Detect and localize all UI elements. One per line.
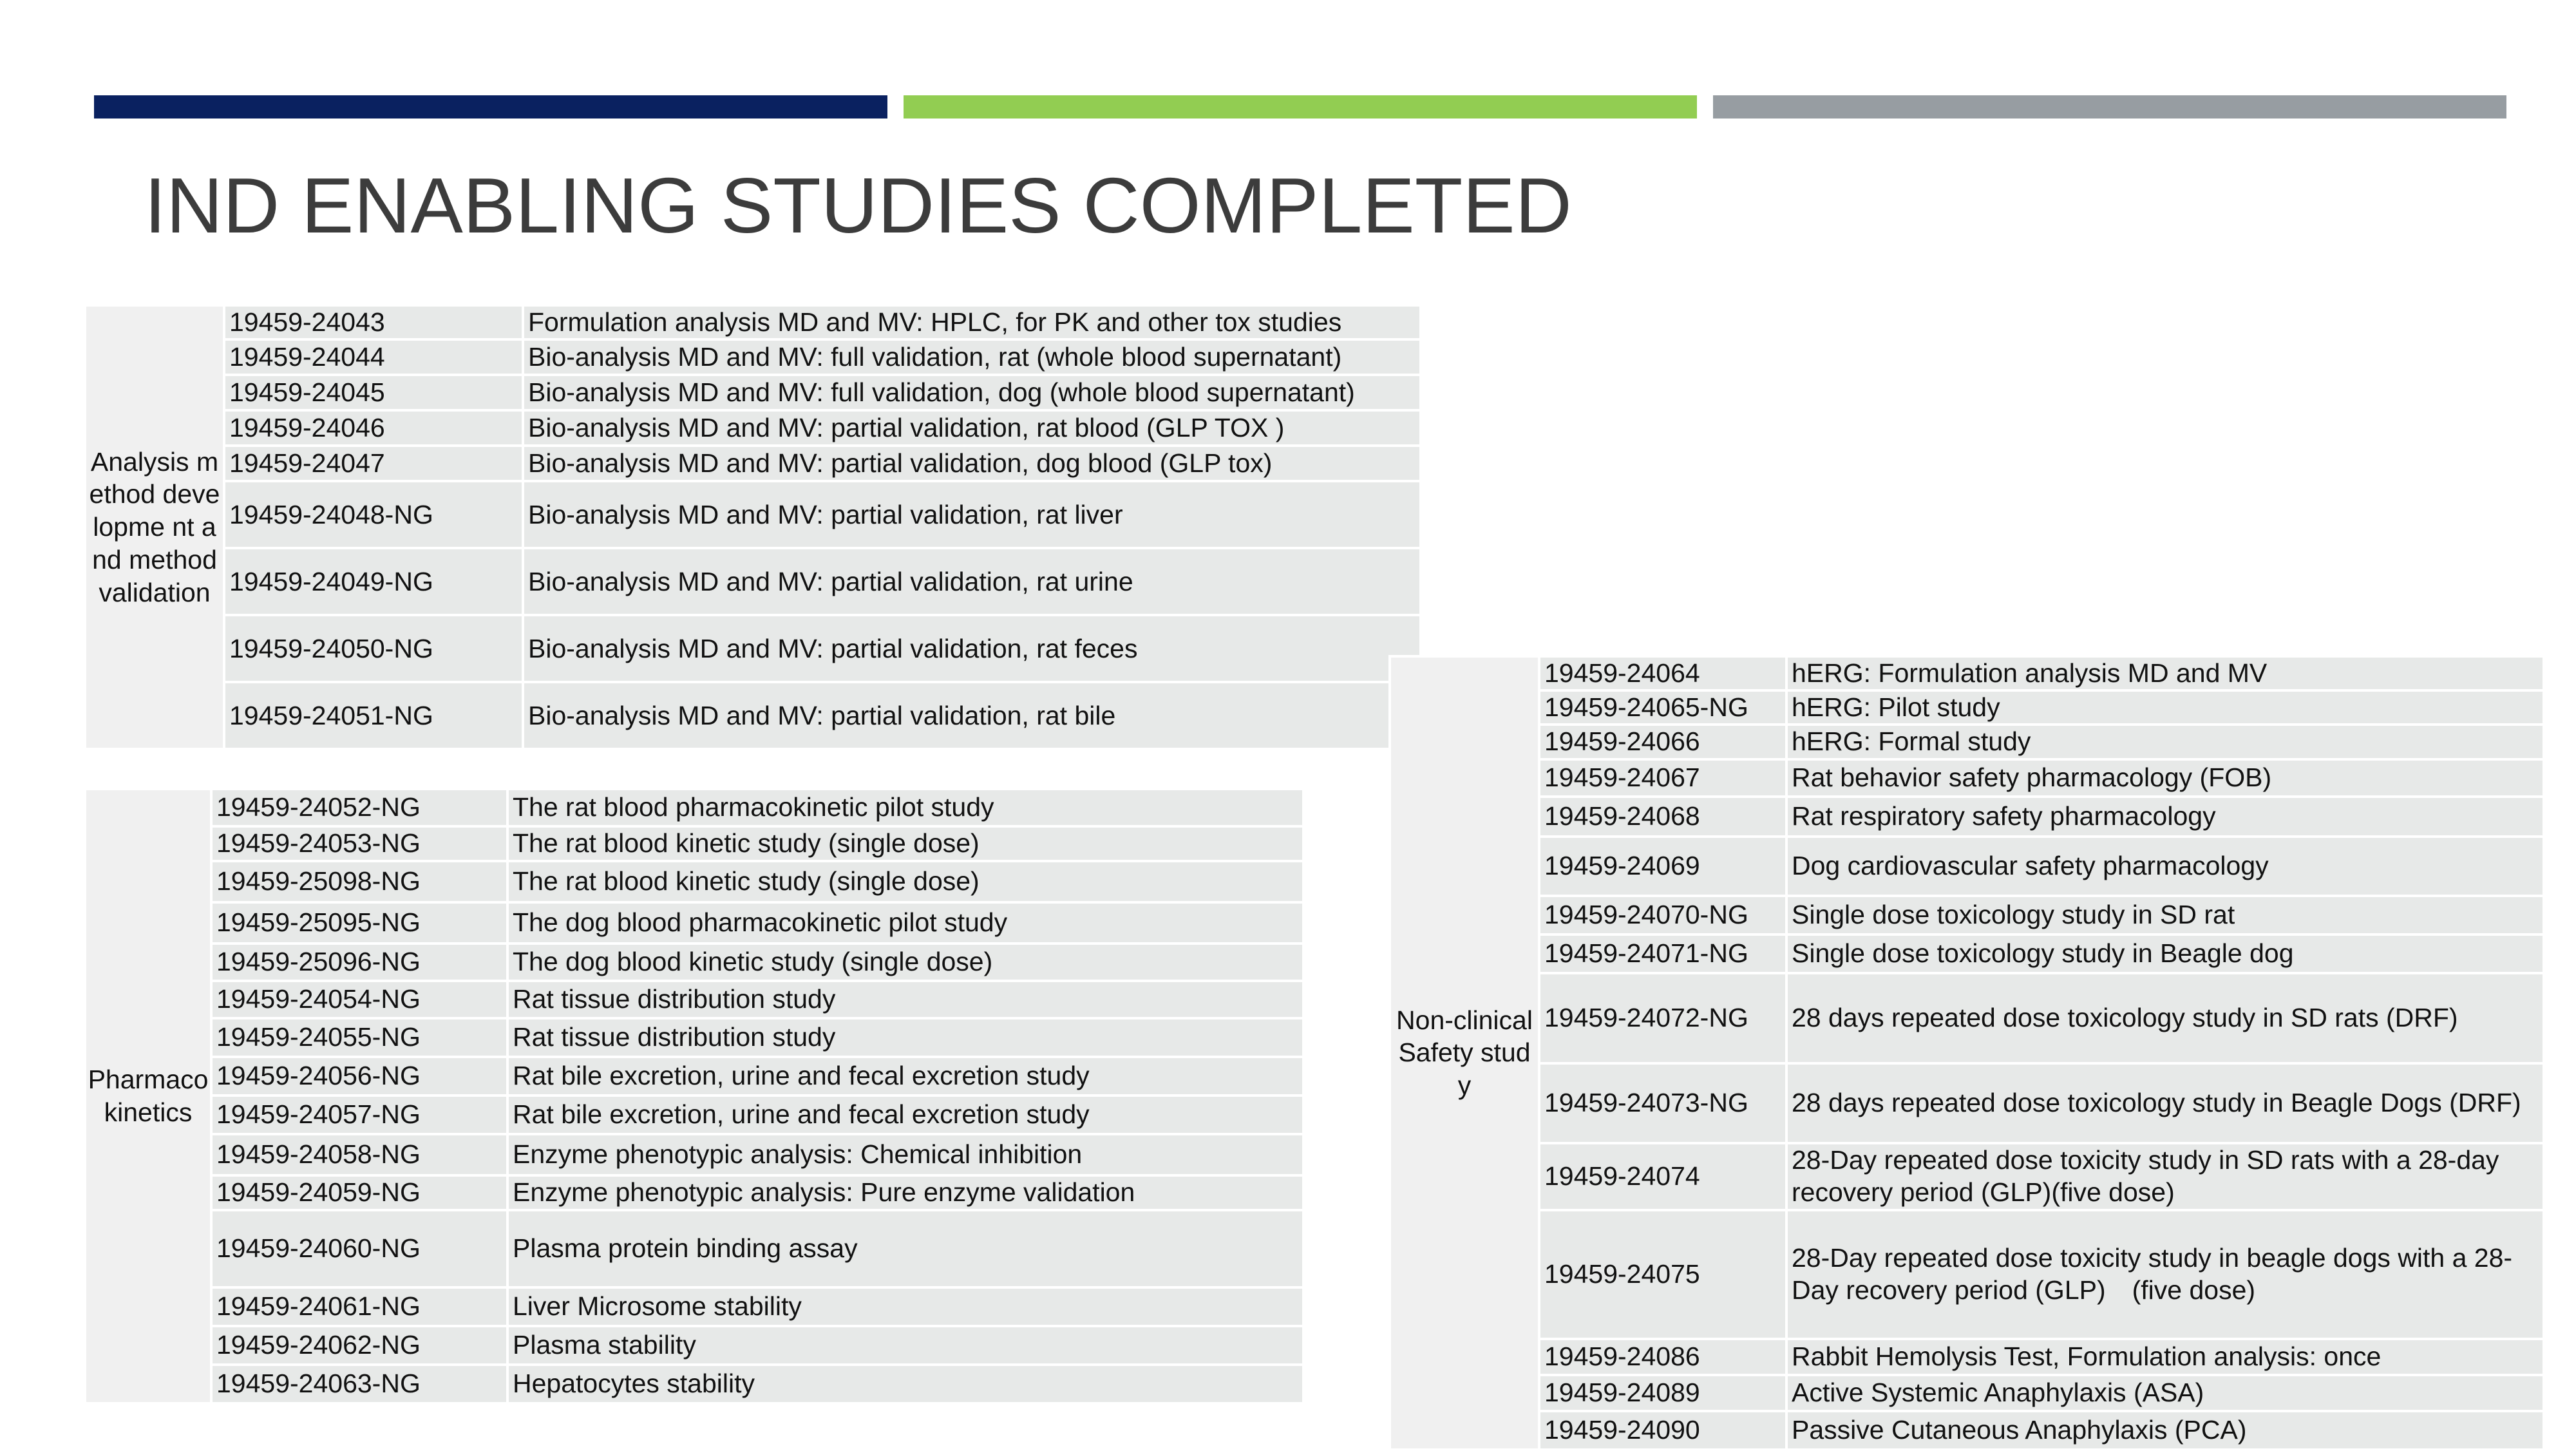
study-id: 19459-24057-NG <box>211 1095 507 1134</box>
study-description: Enzyme phenotypic analysis: Pure enzyme validation <box>507 1175 1303 1210</box>
study-description: hERG: Pilot study <box>1786 690 2544 725</box>
study-id: 19459-24072-NG <box>1539 973 1786 1063</box>
study-id: 19459-24066 <box>1539 725 1786 759</box>
category-analysis: Analysis method developme nt and method validation <box>85 305 224 749</box>
study-description: Rat bile excretion, urine and fecal excretion study <box>507 1057 1303 1095</box>
study-id: 19459-24043 <box>224 305 523 339</box>
study-description: Rat respiratory safety pharmacology <box>1786 797 2544 837</box>
study-id: 19459-24062-NG <box>211 1326 507 1365</box>
study-description: Enzyme phenotypic analysis: Chemical inhibition <box>507 1134 1303 1175</box>
category-pharmacokinetics: Pharmaco kinetics <box>85 789 211 1403</box>
study-description: Rat tissue distribution study <box>507 981 1303 1018</box>
study-id: 19459-24073-NG <box>1539 1063 1786 1143</box>
study-id: 19459-24050-NG <box>224 615 523 682</box>
study-id: 19459-24053-NG <box>211 826 507 861</box>
study-description: Rat tissue distribution study <box>507 1018 1303 1057</box>
study-description: Bio-analysis MD and MV: partial validation, dog blood (GLP tox) <box>523 446 1421 481</box>
study-description: Bio-analysis MD and MV: partial validation, rat feces <box>523 615 1421 682</box>
study-id: 19459-24089 <box>1539 1375 1786 1411</box>
study-id: 19459-24058-NG <box>211 1134 507 1175</box>
study-description: 28-Day repeated dose toxicity study in SD rats with a 28-day recovery period (GLP)(five dose) <box>1786 1143 2544 1210</box>
accent-bar-gray <box>1713 95 2506 119</box>
study-id: 19459-24086 <box>1539 1339 1786 1375</box>
study-description: Single dose toxicology study in Beagle dog <box>1786 934 2544 973</box>
accent-bar-navy <box>94 95 887 119</box>
study-description: Plasma stability <box>507 1326 1303 1365</box>
study-description: Rabbit Hemolysis Test, Formulation analysis: once <box>1786 1339 2544 1375</box>
study-id: 19459-24047 <box>224 446 523 481</box>
study-description: The rat blood kinetic study (single dose) <box>507 826 1303 861</box>
study-description: 28 days repeated dose toxicology study in Beagle Dogs (DRF) <box>1786 1063 2544 1143</box>
study-description: Dog cardiovascular safety pharmacology <box>1786 837 2544 896</box>
study-id: 19459-24056-NG <box>211 1057 507 1095</box>
study-id: 19459-24051-NG <box>224 682 523 749</box>
study-id: 19459-24071-NG <box>1539 934 1786 973</box>
study-description: The dog blood pharmacokinetic pilot study <box>507 902 1303 944</box>
accent-bar-green <box>904 95 1697 119</box>
study-description: hERG: Formulation analysis MD and MV <box>1786 656 2544 690</box>
study-description: 28-Day repeated dose toxicity study in beagle dogs with a 28-Day recovery period (GLP) (five dose) <box>1786 1210 2544 1339</box>
study-id: 19459-25095-NG <box>211 902 507 944</box>
study-id: 19459-24063-NG <box>211 1365 507 1403</box>
study-description: Single dose toxicology study in SD rat <box>1786 896 2544 934</box>
study-id: 19459-24065-NG <box>1539 690 1786 725</box>
study-description: Rat behavior safety pharmacology (FOB) <box>1786 759 2544 797</box>
study-id: 19459-24074 <box>1539 1143 1786 1210</box>
study-description: The dog blood kinetic study (single dose) <box>507 944 1303 981</box>
study-id: 19459-24048-NG <box>224 481 523 548</box>
study-id: 19459-25096-NG <box>211 944 507 981</box>
study-id: 19459-24070-NG <box>1539 896 1786 934</box>
pharmacokinetics-table <box>84 788 1305 1405</box>
study-description: Liver Microsome stability <box>507 1287 1303 1326</box>
analysis-method-table <box>84 304 1422 750</box>
study-description: Plasma protein binding assay <box>507 1210 1303 1287</box>
study-id: 19459-24046 <box>224 410 523 446</box>
study-id: 19459-24049-NG <box>224 548 523 615</box>
study-id: 19459-25098-NG <box>211 861 507 902</box>
study-id: 19459-24044 <box>224 339 523 375</box>
study-id: 19459-24069 <box>1539 837 1786 896</box>
category-safety: Non-clinical Safety study <box>1390 656 1539 1450</box>
page-title: IND ENABLING STUDIES COMPLETED <box>144 162 1572 249</box>
study-description: Bio-analysis MD and MV: partial validation, rat blood (GLP TOX ) <box>523 410 1421 446</box>
study-id: 19459-24052-NG <box>211 789 507 826</box>
study-id: 19459-24064 <box>1539 656 1786 690</box>
study-description: The rat blood pharmacokinetic pilot study <box>507 789 1303 826</box>
study-description: Rat bile excretion, urine and fecal excretion study <box>507 1095 1303 1134</box>
safety-study-table <box>1388 655 2545 1451</box>
study-description: Formulation analysis MD and MV: HPLC, for PK and other tox studies <box>523 305 1421 339</box>
study-description: Bio-analysis MD and MV: partial validation, rat liver <box>523 481 1421 548</box>
study-id: 19459-24055-NG <box>211 1018 507 1057</box>
study-description: Active Systemic Anaphylaxis (ASA) <box>1786 1375 2544 1411</box>
study-description: Hepatocytes stability <box>507 1365 1303 1403</box>
study-description: Bio-analysis MD and MV: partial validation, rat urine <box>523 548 1421 615</box>
study-description: The rat blood kinetic study (single dose) <box>507 861 1303 902</box>
study-id: 19459-24061-NG <box>211 1287 507 1326</box>
study-description: Passive Cutaneous Anaphylaxis (PCA) <box>1786 1411 2544 1450</box>
study-description: hERG: Formal study <box>1786 725 2544 759</box>
study-id: 19459-24060-NG <box>211 1210 507 1287</box>
study-id: 19459-24068 <box>1539 797 1786 837</box>
study-description: Bio-analysis MD and MV: full validation, dog (whole blood supernatant) <box>523 375 1421 410</box>
study-id: 19459-24059-NG <box>211 1175 507 1210</box>
study-id: 19459-24075 <box>1539 1210 1786 1339</box>
study-id: 19459-24090 <box>1539 1411 1786 1450</box>
study-description: 28 days repeated dose toxicology study in SD rats (DRF) <box>1786 973 2544 1063</box>
study-description: Bio-analysis MD and MV: partial validation, rat bile <box>523 682 1421 749</box>
study-id: 19459-24054-NG <box>211 981 507 1018</box>
study-id: 19459-24045 <box>224 375 523 410</box>
study-description: Bio-analysis MD and MV: full validation, rat (whole blood supernatant) <box>523 339 1421 375</box>
study-id: 19459-24067 <box>1539 759 1786 797</box>
